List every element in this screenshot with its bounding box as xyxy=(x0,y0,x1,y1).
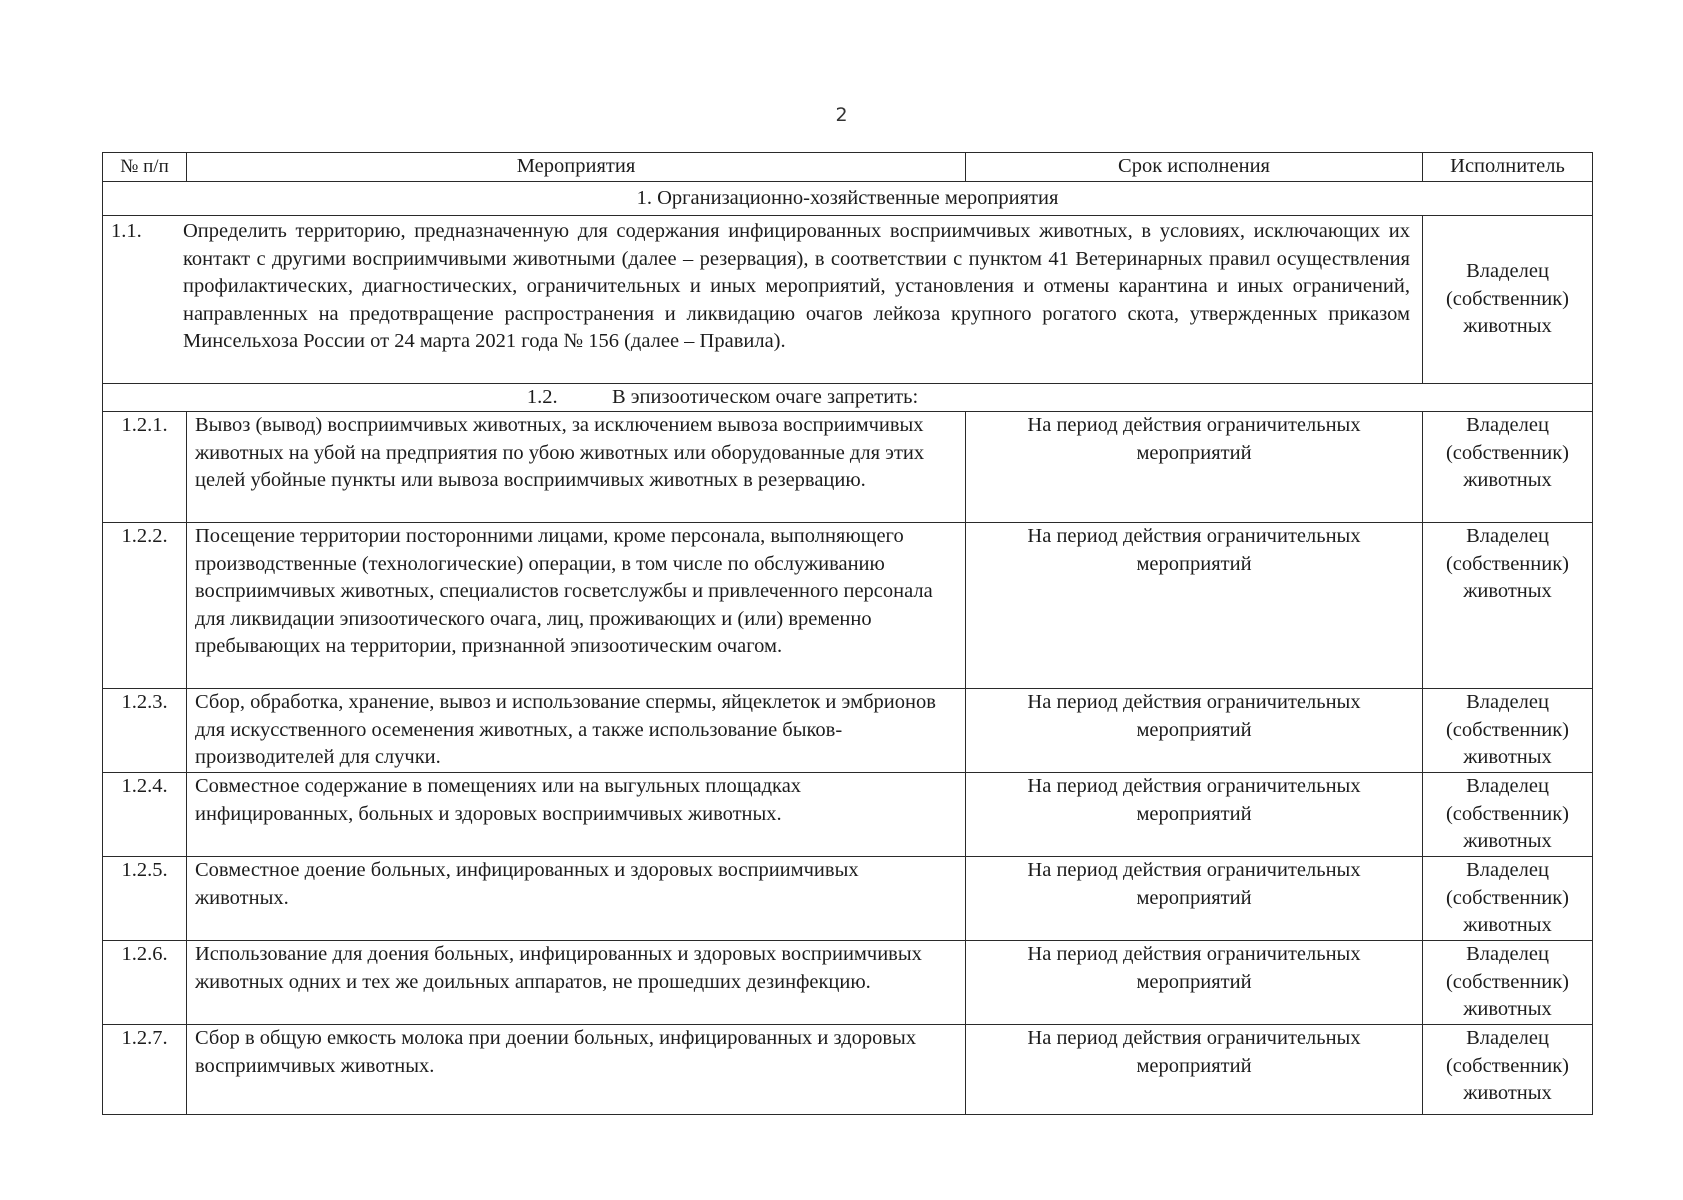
section-row xyxy=(103,182,1593,216)
header-measures: Мероприятия xyxy=(187,153,966,182)
row-executor: Владелец (собственник) животных xyxy=(1423,773,1593,857)
item-1-1-num: 1.1. xyxy=(111,220,142,242)
item-1-1-executor: Владелец (собственник) животных xyxy=(1423,216,1593,384)
row-executor: Владелец (собственник) животных xyxy=(1423,1025,1593,1115)
table-row xyxy=(103,1025,1593,1115)
item-1-1-text: Определить территорию, предназначенную для содержания инфицированных восприимчивых животных, в условиях, исключающих их контакт с другими восприимчивыми животными (далее – резервация), в соответствии с пунктом 41 Ветеринарных правил осуществления профилактических, диагностических, ограничительных и иных мероприятий, установления и отмены карантина и иных ограничений, направленных на предотвращение распространения и ликвидацию очагов лейкоза крупного рогатого скота, утвержденных приказом Минсельхоза России от 24 марта 2021 года № 156 (далее – Правила). xyxy=(183,220,1410,352)
row-deadline: На период действия ограничительных мероприятий xyxy=(966,412,1423,523)
row-num: 1.2.2. xyxy=(103,523,187,689)
item-1-2-num: 1.2. xyxy=(526,386,558,408)
row-measure: Сбор, обработка, хранение, вывоз и использование спермы, яйцеклеток и эмбрионов для искусственного осеменения животных, а также использование быков-производителей для случки. xyxy=(187,689,966,773)
row-deadline: На период действия ограничительных мероприятий xyxy=(966,857,1423,941)
row-deadline: На период действия ограничительных мероприятий xyxy=(966,1025,1423,1115)
row-executor: Владелец (собственник) животных xyxy=(1423,412,1593,523)
row-num: 1.2.6. xyxy=(103,941,187,1025)
section-title: 1. Организационно-хозяйственные мероприятия xyxy=(103,182,1593,216)
table-row xyxy=(103,857,1593,941)
row-deadline: На период действия ограничительных мероприятий xyxy=(966,523,1423,689)
page-number: 2 xyxy=(835,104,848,126)
header-deadline: Срок исполнения xyxy=(966,153,1423,182)
header-executor: Исполнитель xyxy=(1423,153,1593,182)
row-deadline: На период действия ограничительных мероприятий xyxy=(966,941,1423,1025)
row-num: 1.2.3. xyxy=(103,689,187,773)
row-measure: Сбор в общую емкость молока при доении больных, инфицированных и здоровых восприимчивых животных. xyxy=(187,1025,966,1115)
header-num: № п/п xyxy=(103,153,187,182)
row-executor: Владелец (собственник) животных xyxy=(1423,523,1593,689)
row-num: 1.2.1. xyxy=(103,412,187,523)
row-num: 1.2.7. xyxy=(103,1025,187,1115)
row-executor: Владелец (собственник) животных xyxy=(1423,941,1593,1025)
table-header-row xyxy=(103,153,1593,182)
item-1-2-text: В эпизоотическом очаге запретить: xyxy=(611,386,919,408)
table-row xyxy=(103,941,1593,1025)
row-deadline: На период действия ограничительных мероприятий xyxy=(966,689,1423,773)
row-num: 1.2.4. xyxy=(103,773,187,857)
table-row xyxy=(103,773,1593,857)
measures-table xyxy=(102,152,1593,1115)
row-measure: Посещение территории посторонними лицами, кроме персонала, выполняющего производственные (технологические) операции, в том числе по обслуживанию восприимчивых животных, специалистов госветслужбы и привлеченного персонала для ликвидации эпизоотического очага, лиц, проживающих и (или) временно пребывающих на территории, признанной эпизоотическим очагом. xyxy=(187,523,966,689)
row-measure: Использование для доения больных, инфицированных и здоровых восприимчивых животных одних и тех же доильных аппаратов, не прошедших дезинфекцию. xyxy=(187,941,966,1025)
row-deadline: На период действия ограничительных мероприятий xyxy=(966,773,1423,857)
row-executor: Владелец (собственник) животных xyxy=(1423,857,1593,941)
table-row xyxy=(103,412,1593,523)
row-measure: Совместное содержание в помещениях или на выгульных площадках инфицированных, больных и здоровых восприимчивых животных. xyxy=(187,773,966,857)
item-1-2-cell xyxy=(103,384,1593,412)
table-row xyxy=(103,384,1593,412)
row-measure: Совместное доение больных, инфицированных и здоровых восприимчивых животных. xyxy=(187,857,966,941)
table-row xyxy=(103,689,1593,773)
row-measure: Вывоз (вывод) восприимчивых животных, за исключением вывоза восприимчивых животных на убой на предприятия по убою животных или оборудованные для этих целей убойные пункты или вывоза восприимчивых животных в резервацию. xyxy=(187,412,966,523)
row-num: 1.2.5. xyxy=(103,857,187,941)
item-1-1-cell xyxy=(103,216,1423,384)
row-executor: Владелец (собственник) животных xyxy=(1423,689,1593,773)
table-row xyxy=(103,216,1593,384)
table-row xyxy=(103,523,1593,689)
